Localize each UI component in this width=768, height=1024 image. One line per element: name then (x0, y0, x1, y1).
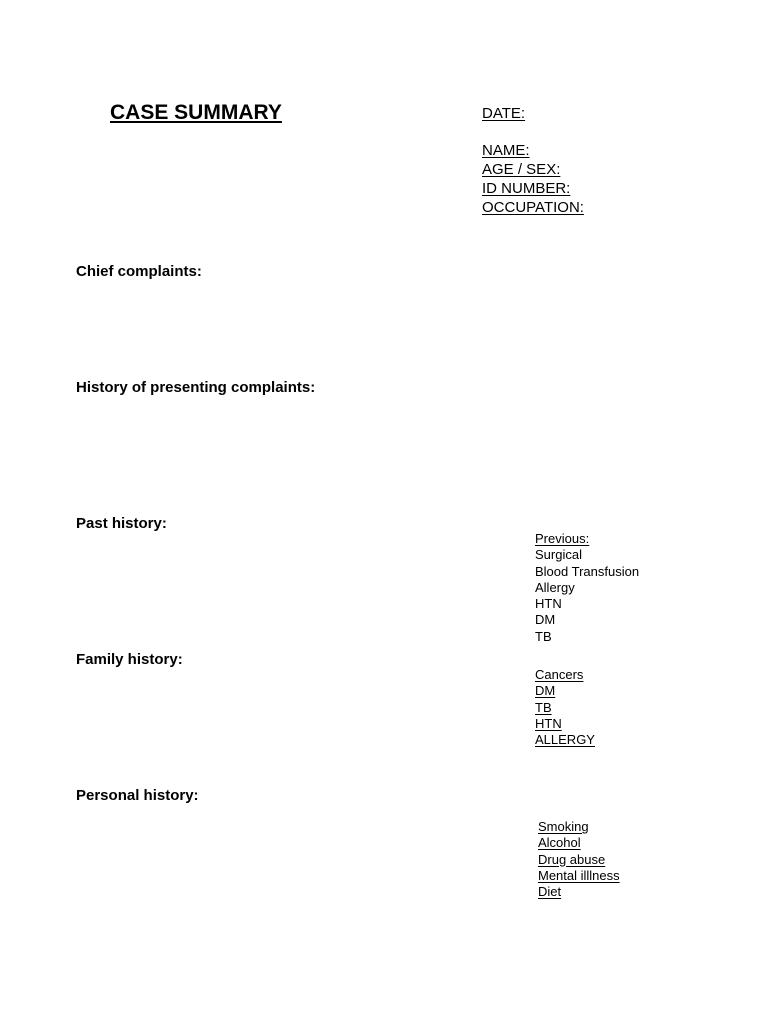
personal-item-mental-illness: Mental illlness (538, 867, 620, 883)
family-history-heading: Family history: (76, 651, 183, 668)
past-history-checklist (535, 531, 639, 645)
past-item-tb: TB (535, 628, 552, 644)
id-number-label: ID NUMBER: (482, 180, 571, 197)
spacer (482, 123, 584, 141)
family-history-checklist (535, 667, 595, 748)
past-item-dm: DM (535, 612, 556, 628)
family-item-htn: HTN (535, 715, 562, 731)
past-item-surgical: Surgical (535, 547, 582, 563)
occupation-label: OCCUPATION: (482, 199, 584, 216)
personal-item-smoking: Smoking (538, 819, 589, 834)
personal-item-drug-abuse: Drug abuse (538, 851, 606, 867)
family-item-allergy: ALLERGY (535, 732, 595, 748)
chief-complaints-heading: Chief complaints: (76, 263, 202, 280)
patient-info-block (482, 104, 584, 217)
family-item-cancers: Cancers (535, 667, 584, 682)
past-item-allergy: Allergy (535, 579, 575, 595)
past-history-heading: Past history: (76, 515, 167, 532)
name-label: NAME: (482, 142, 530, 159)
family-item-tb: TB (535, 699, 552, 715)
personal-history-heading: Personal history: (76, 787, 199, 804)
family-item-dm: DM (535, 683, 556, 699)
date-label: DATE: (482, 105, 526, 122)
age-sex-label: AGE / SEX: (482, 161, 561, 178)
past-item-htn: HTN (535, 596, 562, 612)
page-title: CASE SUMMARY (110, 101, 282, 124)
history-presenting-heading: History of presenting complaints: (76, 379, 316, 396)
personal-item-alcohol: Alcohol (538, 835, 581, 851)
past-item-blood-transfusion: Blood Transfusion (535, 563, 640, 579)
personal-item-diet: Diet (538, 884, 562, 900)
personal-history-checklist (538, 819, 620, 900)
past-checklist-header: Previous: (535, 531, 590, 546)
